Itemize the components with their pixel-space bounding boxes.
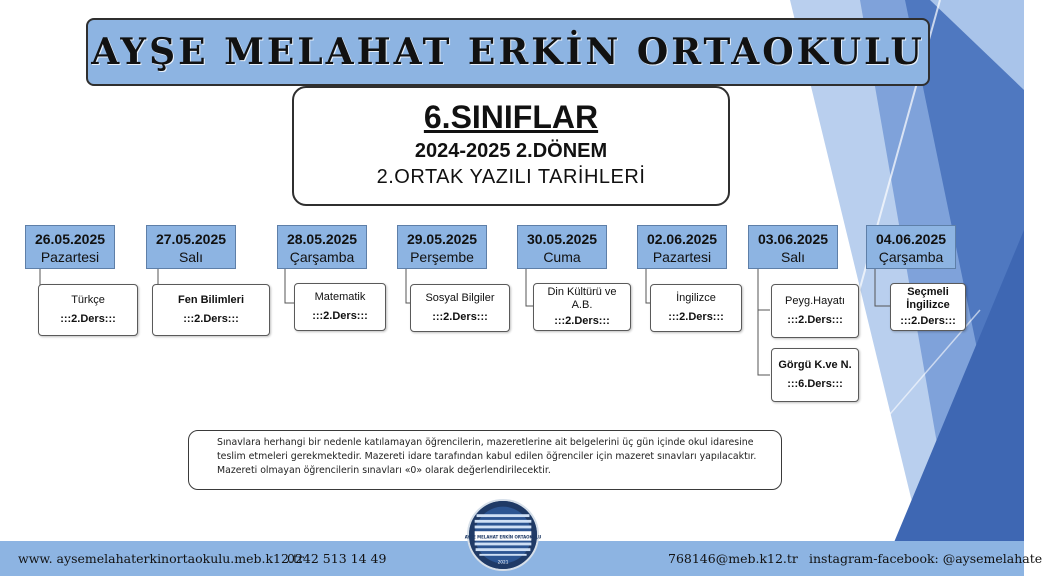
exam-card-turkce: [38, 284, 138, 336]
weekday-label: Perşembe: [410, 249, 474, 265]
exam-period: :::2.Ders:::: [554, 315, 610, 327]
footer-email[interactable]: 768146@meb.k12.tr: [668, 551, 798, 566]
exam-info-box: [292, 86, 730, 206]
exam-subject: Din Kültürü ve: [547, 286, 617, 298]
date-label: 26.05.2025: [34, 231, 106, 247]
exam-card-ingilizce: [650, 284, 742, 332]
date-header-4: [397, 225, 487, 269]
date-header-7: [748, 225, 838, 269]
logo-year: 2021: [497, 560, 509, 566]
date-label: 03.06.2025: [757, 231, 829, 247]
exam-period: :::2.Ders:::: [668, 311, 724, 323]
exam-period: :::2.Ders:::: [787, 314, 843, 326]
date-label: 29.05.2025: [406, 231, 478, 247]
school-logo: [464, 499, 542, 571]
exam-period: :::2.Ders:::: [60, 313, 116, 325]
exam-subject: İngilizce: [676, 292, 716, 304]
exam-subject: Görgü K.ve N.: [778, 359, 852, 371]
exam-card-secmeli-ingilizce: [890, 283, 966, 331]
exam-card-matematik: [294, 283, 386, 331]
exam-subject: Peyg.Hayatı: [785, 295, 845, 307]
exam-subject: Fen Bilimleri: [177, 294, 245, 306]
date-label: 04.06.2025: [875, 231, 947, 247]
weekday-label: Pazartesi: [40, 249, 100, 265]
footer-social[interactable]: instagram-facebook: @aysemelahate: [809, 551, 1042, 566]
school-logo-emblem: [464, 501, 542, 569]
date-label: 27.05.2025: [155, 231, 227, 247]
date-header-8: [866, 225, 956, 269]
exam-period: :::2.Ders:::: [312, 310, 368, 322]
date-header-2: [146, 225, 236, 269]
weekday-label: Salı: [780, 249, 806, 265]
date-header-1: [25, 225, 115, 269]
date-label: 02.06.2025: [646, 231, 718, 247]
weekday-label: Çarşamba: [289, 249, 355, 265]
exam-subject: Türkçe: [71, 294, 105, 306]
exam-card-fen-bilimleri: [152, 284, 270, 336]
exam-period: :::2.Ders:::: [900, 315, 956, 327]
exam-period: :::2.Ders:::: [432, 311, 488, 323]
date-header-5: [517, 225, 607, 269]
logo-text: AYŞE MELAHAT ERKİN ORTAOKULU: [464, 534, 542, 540]
date-label: 30.05.2025: [526, 231, 598, 247]
weekday-label: Cuma: [543, 249, 581, 265]
exam-card-sosyal-bilgiler: [410, 284, 510, 332]
weekday-label: Salı: [178, 249, 204, 265]
exam-subject: Matematik: [314, 291, 366, 303]
term-label: 2024-2025 2.DÖNEM: [414, 140, 608, 162]
exam-subject: Sosyal Bilgiler: [425, 292, 495, 304]
exam-card-peyg-hayati: [771, 284, 859, 338]
absence-notice: Sınavlara herhangi bir nedenle katılamayan öğrencilerin, mazeretlerine ait belgelerini üç gün içinde okul idaresine teslim etmeleri gerekmektedir. Mazereti idare tarafından kabul edilen öğrenciler için mazeret sınavları yapılacaktır. Mazereti olmayan öğrencilerin sınavları «0» olarak değerlendirilecektir.: [188, 430, 782, 490]
date-header-6: [637, 225, 727, 269]
date-label: 28.05.2025: [286, 231, 358, 247]
exam-dates-subtitle: 2.ORTAK YAZILI TARİHLERİ: [376, 166, 646, 188]
footer-website[interactable]: www. aysemelahaterkinortaokulu.meb.k12.tr: [18, 551, 304, 566]
exam-card-gorgu-kurallari: [771, 348, 859, 402]
exam-period: :::6.Ders:::: [787, 378, 843, 390]
weekday-label: Çarşamba: [878, 249, 944, 265]
exam-period: :::2.Ders:::: [183, 313, 239, 325]
school-name-banner: [86, 18, 930, 86]
exam-subject-line2: İngilizce: [906, 299, 950, 311]
exam-card-din-kulturu: [533, 283, 631, 331]
grade-title: 6.SINIFLAR: [423, 99, 599, 135]
footer-phone: 0242 513 14 49: [287, 551, 387, 566]
exam-subject-line2: A.B.: [571, 299, 593, 311]
school-name: AYŞE MELAHAT ERKİN ORTAOKULU: [91, 31, 925, 73]
exam-subject: Seçmeli: [907, 286, 949, 298]
date-header-3: [277, 225, 367, 269]
weekday-label: Pazartesi: [652, 249, 712, 265]
